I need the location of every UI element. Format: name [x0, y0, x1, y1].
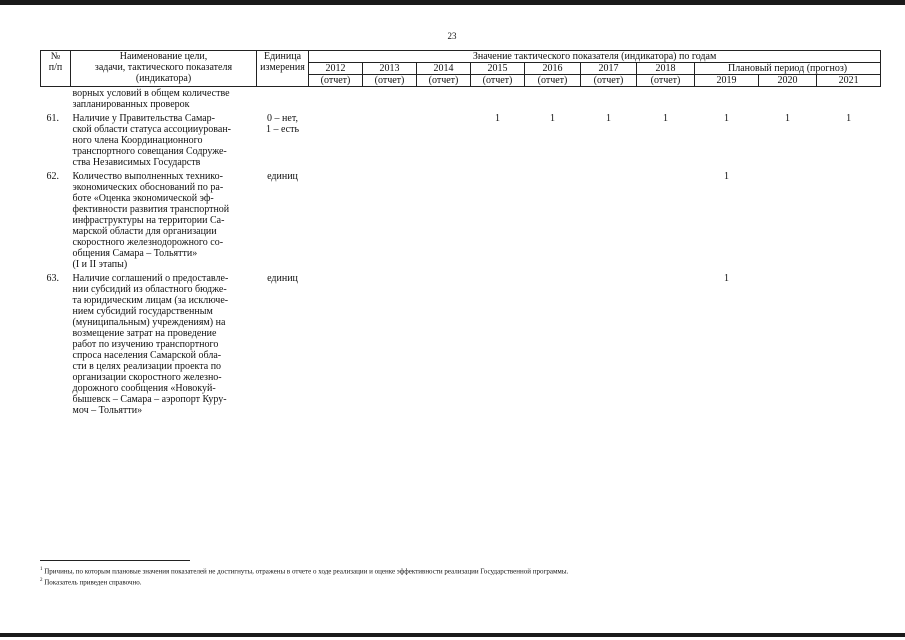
- indicator-name-line: Количество выполненных технико-: [72, 171, 223, 182]
- header-year-2018: 2018: [637, 63, 695, 75]
- page-number: 23: [447, 31, 457, 41]
- indicator-name-line: работ по изучению транспортного: [72, 339, 219, 350]
- value-cell: [817, 87, 881, 113]
- unit-of-measure: [257, 272, 309, 418]
- table-row: [41, 170, 881, 272]
- header-year-2017: 2017: [581, 63, 637, 75]
- header-year-2015: 2015: [471, 63, 525, 75]
- bottom-border: [0, 633, 905, 637]
- header-year-2014: 2014: [417, 63, 471, 75]
- value-cell: [363, 112, 417, 170]
- indicator-name: [71, 272, 257, 418]
- indicator-name-line: нием субсидий государственным: [72, 306, 213, 317]
- table-row: [41, 272, 881, 418]
- indicator-name: [71, 170, 257, 272]
- value-cell: [471, 170, 525, 272]
- value-cell: [759, 272, 817, 418]
- indicator-name-line: организации скоростного железно-: [72, 372, 222, 383]
- header-num-line-1: №: [50, 51, 61, 62]
- value-cell: [363, 272, 417, 418]
- indicator-table-wrap: [40, 50, 859, 418]
- indicator-name-line: общения Самара – Тольятти»: [72, 248, 198, 259]
- indicator-name-line: транспортного совещания Содруже-: [72, 146, 227, 157]
- value-cell: [759, 87, 817, 113]
- row-number: 61.: [46, 113, 59, 124]
- header-name: [71, 51, 257, 87]
- indicator-name-line: ного члена Координационного: [72, 135, 203, 146]
- row-number: [41, 87, 71, 113]
- indicator-name-line: (I и II этапы): [72, 259, 128, 270]
- indicator-name-line: моч – Тольятти»: [72, 405, 143, 416]
- header-year-2020: 2020: [759, 75, 817, 87]
- indicator-name-line: боте «Оценка экономической эф-: [72, 193, 214, 204]
- unit-of-measure: [257, 112, 309, 170]
- row-number: 63.: [46, 273, 59, 284]
- value-cell: [581, 87, 637, 113]
- value-cell: [581, 272, 637, 418]
- indicator-name-line: сти в целях реализации проекта по: [72, 361, 222, 372]
- indicator-name-line: спроса населения Самарской обла-: [72, 350, 222, 361]
- value-cell: 1: [606, 113, 611, 124]
- header-name-line-2: задачи, тактического показателя: [94, 62, 233, 73]
- header-unit: [257, 51, 309, 87]
- value-cell: 1: [846, 113, 852, 124]
- value-cell: [363, 87, 417, 113]
- table-row: [41, 112, 881, 170]
- indicator-name-line: фективности развития транспортной: [72, 204, 230, 215]
- value-cell: [817, 272, 881, 418]
- header-name-line-1: Наименование цели,: [119, 51, 208, 62]
- header-report-2012: (отчет): [309, 75, 363, 87]
- unit-line: 1 – есть: [265, 124, 300, 135]
- header-year-2012: 2012: [309, 63, 363, 75]
- value-cell: [309, 170, 363, 272]
- header-planned-title: Плановый период (прогноз): [695, 63, 881, 75]
- footnote-1: [40, 565, 740, 576]
- header-name-line-3: (индикатора): [135, 73, 192, 84]
- value-cell: [817, 170, 881, 272]
- unit-of-measure: [257, 170, 309, 272]
- value-cell: [637, 272, 695, 418]
- indicator-name-line: скоростного железнодорожного со-: [72, 237, 224, 248]
- indicator-name-line: ворных условий в общем количестве: [72, 88, 230, 99]
- footnote-1-text: Причины, по которым плановые значения показателей не достигнуты, отражены в отчете о ходе реализации и оценке эффективности реализации Государственной программы.: [44, 567, 569, 576]
- indicator-name-line: Наличие соглашений о предоставле-: [72, 273, 229, 284]
- unit-line: единиц: [267, 273, 298, 284]
- header-num: [41, 51, 71, 87]
- value-cell: [581, 170, 637, 272]
- header-report-2014: (отчет): [417, 75, 471, 87]
- footnotes: [40, 565, 740, 588]
- indicator-name-line: Наличие у Правительства Самар-: [72, 113, 215, 124]
- value-cell: [363, 170, 417, 272]
- footnote-2-mark: 2: [40, 578, 43, 584]
- value-cell: 1: [724, 113, 729, 124]
- indicator-name-line: ства Независимых Государств: [72, 157, 201, 168]
- footnote-rule: [40, 560, 190, 561]
- indicator-table: [40, 50, 881, 418]
- top-border: [0, 0, 905, 5]
- indicator-name-line: дорожного сообщения «Новокуй-: [72, 383, 216, 394]
- header-report-2013: (отчет): [363, 75, 417, 87]
- indicator-name-line: ской области статуса ассоцииурован-: [72, 124, 231, 135]
- value-cell: 1: [724, 171, 729, 182]
- value-cell: [637, 87, 695, 113]
- header-report-2015: (отчет): [471, 75, 525, 87]
- table-body: [41, 87, 881, 419]
- value-cell: 1: [550, 113, 555, 124]
- value-cell: [525, 87, 581, 113]
- header-report-2016: (отчет): [525, 75, 581, 87]
- header-report-2017: (отчет): [581, 75, 637, 87]
- value-cell: 1: [724, 273, 729, 284]
- value-cell: 1: [663, 113, 668, 124]
- value-cell: [309, 272, 363, 418]
- header-unit-line-2: измерения: [260, 62, 305, 73]
- value-cell: [417, 112, 471, 170]
- value-cell: [471, 87, 525, 113]
- indicator-name-line: (муниципальным) учреждениям) на: [72, 317, 226, 328]
- indicator-name-line: возмещение затрат на проведение: [72, 328, 217, 339]
- footnote-1-mark: 1: [40, 567, 43, 572]
- footnote-2-text: Показатель приведен справочно.: [44, 578, 142, 587]
- header-values-title: Значение тактического показателя (индикатора) по годам: [309, 51, 881, 63]
- indicator-name-line: та юридическим лицам (за исключе-: [72, 295, 229, 306]
- value-cell: [309, 112, 363, 170]
- value-cell: [417, 87, 471, 113]
- header-year-2019: 2019: [695, 75, 759, 87]
- indicator-name-line: бышевск – Самара – аэропорт Куру-: [72, 394, 227, 405]
- header-unit-line-1: Единица: [263, 51, 302, 62]
- unit-of-measure: [257, 87, 309, 113]
- value-cell: [525, 170, 581, 272]
- value-cell: [637, 170, 695, 272]
- indicator-name-line: инфраструктуры на территории Са-: [72, 215, 225, 226]
- value-cell: [759, 170, 817, 272]
- value-cell: 1: [785, 113, 790, 124]
- indicator-name: [71, 87, 257, 113]
- footnote-2: [40, 576, 740, 587]
- header-num-line-2: п/п: [48, 62, 63, 73]
- value-cell: [695, 87, 759, 113]
- header-report-2018: (отчет): [637, 75, 695, 87]
- row-number: 62.: [46, 171, 59, 182]
- header-year-2021: 2021: [817, 75, 881, 87]
- indicator-name-line: запланированных проверок: [72, 99, 190, 110]
- indicator-name: [71, 112, 257, 170]
- value-cell: [417, 170, 471, 272]
- value-cell: [417, 272, 471, 418]
- unit-line: 0 – нет,: [267, 113, 298, 124]
- unit-line: единиц: [267, 171, 298, 182]
- value-cell: 1: [495, 113, 500, 124]
- header-year-2016: 2016: [525, 63, 581, 75]
- value-cell: [309, 87, 363, 113]
- header-year-2013: 2013: [363, 63, 417, 75]
- indicator-name-line: марской области для организации: [72, 226, 217, 237]
- value-cell: [471, 272, 525, 418]
- table-row: [41, 87, 881, 113]
- indicator-name-line: нии субсидий из областного бюдже-: [72, 284, 227, 295]
- indicator-name-line: экономических обоснований по ра-: [72, 182, 224, 193]
- value-cell: [525, 272, 581, 418]
